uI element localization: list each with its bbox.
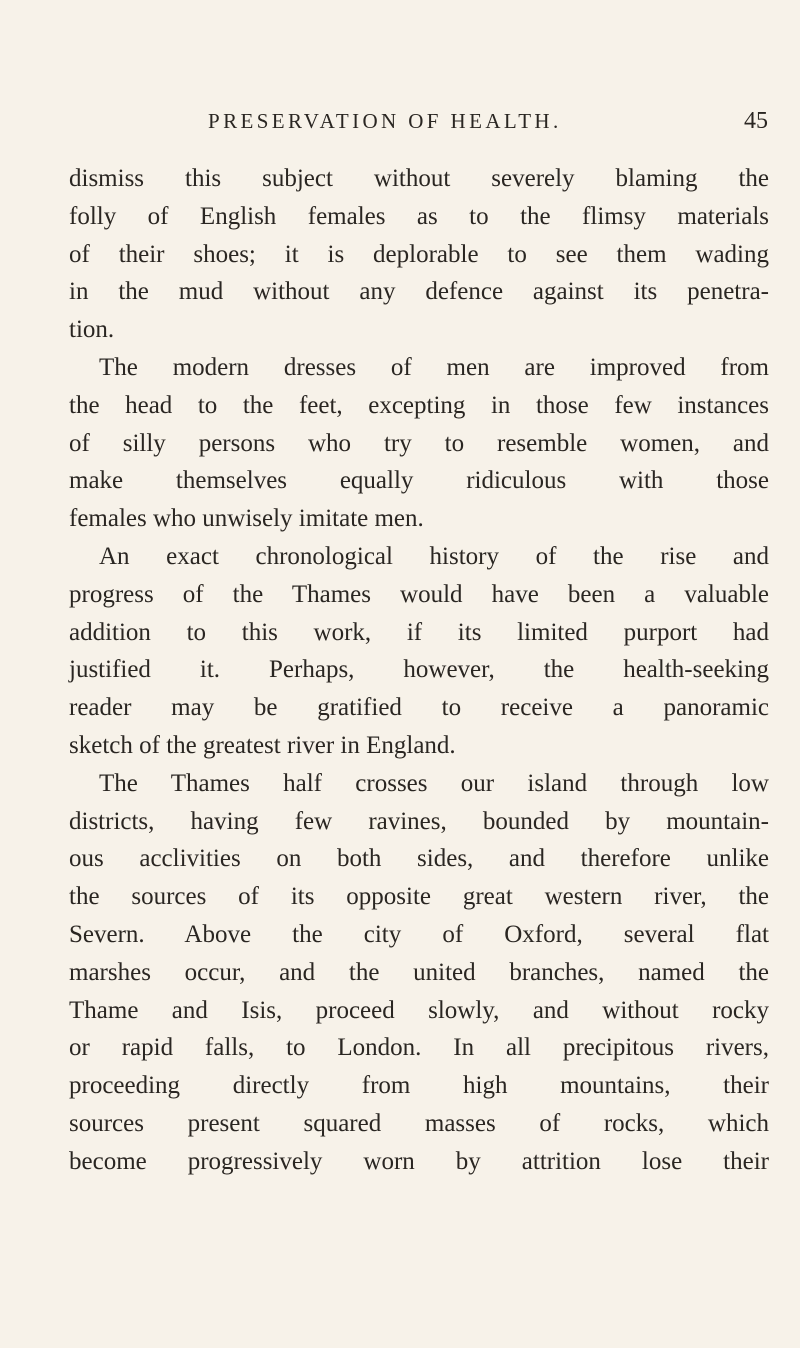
text-line: justified it. Perhaps, however, the health-seeking <box>69 656 769 684</box>
text-line: females who unwisely imitate men. <box>69 505 424 533</box>
text-line: the head to the feet, excepting in those few instances <box>69 391 769 419</box>
text-line: proceeding directly from high mountains, their <box>69 1072 769 1100</box>
text-line: reader may be gratified to receive a panoramic <box>69 694 769 722</box>
page-number: 45 <box>744 108 768 134</box>
text-line: addition to this work, if its limited purport had <box>69 618 769 646</box>
text-line: ous acclivities on both sides, and therefore unlike <box>69 845 769 873</box>
body-text <box>69 160 769 1181</box>
text-line: progress of the Thames would have been a valuable <box>69 580 769 608</box>
paragraph-start-line: An exact chronological history of the rise and <box>99 542 769 570</box>
text-line: Thame and Isis, proceed slowly, and without rocky <box>69 996 769 1024</box>
text-line: folly of English females as to the flimsy materials <box>69 202 769 230</box>
text-line: marshes occur, and the united branches, named the <box>69 958 769 986</box>
text-line: become progressively worn by attrition lose their <box>69 1147 769 1175</box>
text-line: or rapid falls, to London. In all precipitous rivers, <box>69 1034 769 1062</box>
paragraph-start-line: The Thames half crosses our island through low <box>99 769 769 797</box>
text-line: of their shoes; it is deplorable to see them wading <box>69 240 769 268</box>
paragraph-start-line: The modern dresses of men are improved from <box>99 353 769 381</box>
text-line: Severn. Above the city of Oxford, several flat <box>69 920 769 948</box>
text-line: in the mud without any defence against its penetra- <box>69 278 769 306</box>
page-header <box>208 104 768 138</box>
text-line: districts, having few ravines, bounded by mountain- <box>69 807 769 835</box>
running-head: PRESERVATION OF HEALTH. <box>208 109 562 133</box>
text-line: dismiss this subject without severely blaming the <box>69 165 769 192</box>
text-line: of silly persons who try to resemble women, and <box>69 429 769 457</box>
text-line: make themselves equally ridiculous with those <box>69 467 769 495</box>
text-line: the sources of its opposite great western river, the <box>69 883 769 911</box>
text-line: tion. <box>69 316 115 344</box>
text-line: sources present squared masses of rocks, which <box>69 1109 769 1137</box>
text-line: sketch of the greatest river in England. <box>69 731 456 759</box>
